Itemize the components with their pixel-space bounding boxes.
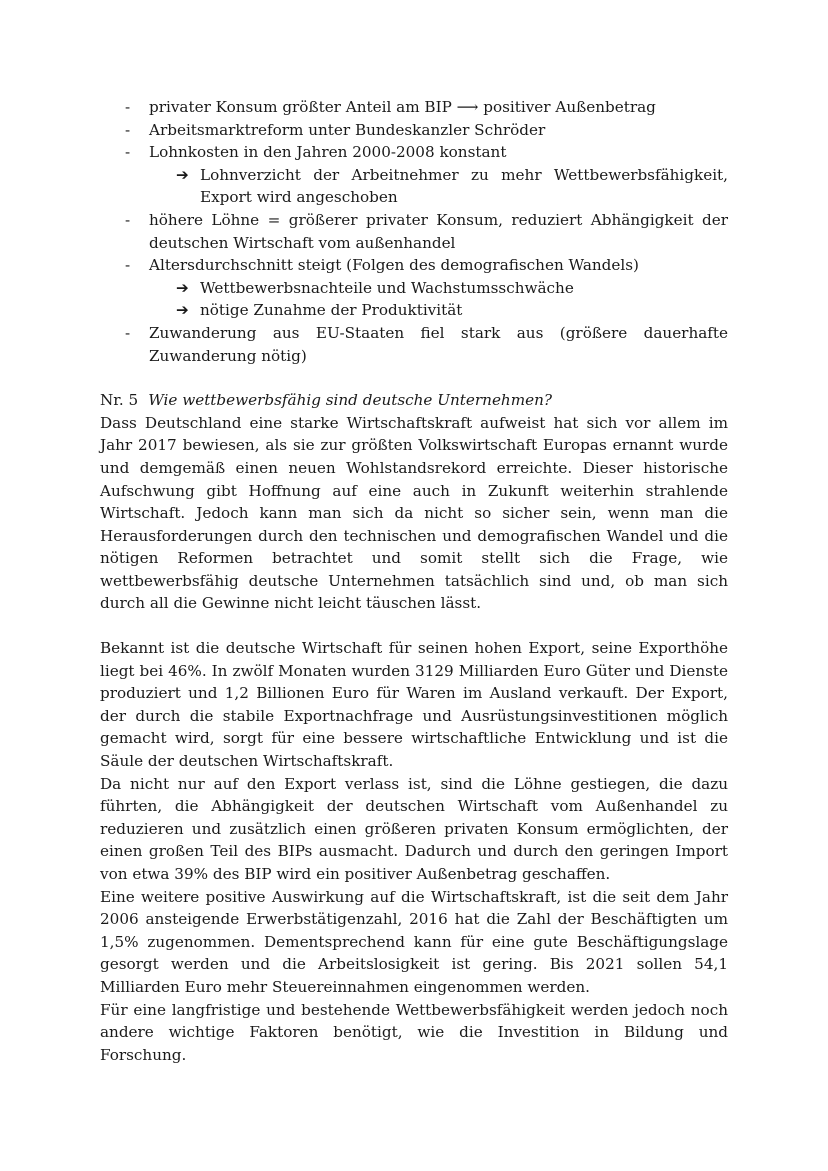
bullet-item	[100, 141, 728, 164]
bullet-list	[100, 209, 728, 277]
dash-marker: -	[125, 120, 131, 139]
bullet-text: privater Konsum größter Anteil am BIP ⟶ positiver Außenbetrag	[149, 98, 656, 116]
dash-marker: -	[125, 143, 131, 162]
sub-text: Lohnverzicht der Arbeitnehmer zu mehr Wettbewerbsfähigkeit, Export wird angeschoben	[200, 165, 728, 207]
section-question: Wie wettbewerbsfähig sind deutsche Unternehmen?	[148, 391, 553, 410]
paragraph: Dass Deutschland eine starke Wirtschaftskraft aufweist hat sich vor allem im Jahr 2017 bewiesen, als sie zur größten Volkswirtschaft Europas ernannt wurde und demgemäß einen neuen Wohlstandsrekord erreichte. Dieser historische Aufschwung gibt Hoffnung auf eine auch in Zukunft weiterhin strahlende Wirtschaft. Jedoch kann man sich da nicht so sicher sein, wenn man die Herausforderungen durch den technischen und demografischen Wandel und die nötigen Reformen betrachtet und somit stellt sich die Frage, wie wettbewerbsfähig deutsche Unternehmen tatsächlich sind und, ob man sich durch all die Gewinne nicht leicht täuschen lässt.	[100, 413, 728, 613]
bullet-item	[100, 254, 728, 277]
paragraph: Da nicht nur auf den Export verlass ist, sind die Löhne gestiegen, die dazu führten, die Abhängigkeit der deutschen Wirtschaft vom Außenhandel zu reduzieren und zusätzlich einen größeren privaten Konsum ermöglichten, der einen großen Teil des BIPs ausmacht. Dadurch und durch den geringen Import von etwa 39% des BIP wird ein positiver Außenbetrag geschaffen.	[100, 774, 728, 883]
sub-text: nötige Zunahme der Produktivität	[200, 301, 463, 320]
arrow-icon: ➔	[176, 165, 189, 184]
sub-item	[100, 164, 728, 209]
sub-list	[100, 164, 728, 209]
arrow-icon: ➔	[176, 278, 189, 297]
document-page	[100, 96, 728, 1066]
dash-marker: -	[125, 323, 131, 342]
dash-marker: -	[125, 256, 131, 275]
bullet-text: höhere Löhne = größerer privater Konsum, reduziert Abhängigkeit der deutschen Wirtschaft vom außenhandel	[149, 210, 728, 252]
paragraph: Bekannt ist die deutsche Wirtschaft für seinen hohen Export, seine Exporthöhe liegt bei 46%. In zwölf Monaten wurden 3129 Milliarden Euro Güter und Dienste produziert und 1,2 Billionen Euro für Waren im Ausland verkauft. Der Export, der durch die stabile Exportnachfrage und Ausrüstungsinvestitionen möglich gemacht wird, sorgt für eine bessere wirtschaftliche Entwicklung und ist die Säule der deutschen Wirtschaftskraft.	[100, 639, 728, 771]
bullet-item	[100, 209, 728, 254]
arrow-icon: ➔	[176, 301, 189, 320]
bullet-item	[100, 119, 728, 142]
bullet-item	[100, 322, 728, 367]
sub-item	[100, 277, 728, 300]
sub-list	[100, 277, 728, 322]
sub-item	[100, 299, 728, 322]
section-heading	[100, 389, 728, 412]
dash-marker: -	[125, 210, 131, 229]
bullet-text: Lohnkosten in den Jahren 2000-2008 konstant	[149, 143, 507, 162]
bullet-list	[100, 322, 728, 367]
paragraph: Für eine langfristige und bestehende Wettbewerbsfähigkeit werden jedoch noch andere wichtige Faktoren benötigt, wie die Investition in Bildung und Forschung.	[100, 1000, 728, 1064]
bullet-list	[100, 96, 728, 164]
dash-marker: -	[125, 98, 131, 116]
bullet-text: Altersdurchschnitt steigt (Folgen des demografischen Wandels)	[149, 256, 639, 275]
bullet-text: Zuwanderung aus EU-Staaten fiel stark aus (größere dauerhafte Zuwanderung nötig)	[149, 323, 728, 365]
sub-text: Wettbewerbsnachteile und Wachstumsschwäche	[200, 278, 574, 297]
section-number: Nr. 5	[100, 391, 139, 410]
bullet-item	[100, 96, 728, 119]
paragraph-spacer	[100, 615, 728, 637]
bullet-text: Arbeitsmarktreform unter Bundeskanzler Schröder	[149, 120, 546, 139]
paragraph: Eine weitere positive Auswirkung auf die Wirtschaftskraft, ist die seit dem Jahr 2006 ansteigende Erwerbstätigenzahl, 2016 hat die Zahl der Beschäftigten um 1,5% zugenommen. Dementsprechend kann für eine gute Beschäftigungslage gesorgt werden und die Arbeitslosigkeit ist gering. Bis 2021 sollen 54,1 Milliarden Euro mehr Steuereinnahmen eingenommen werden.	[100, 887, 728, 996]
